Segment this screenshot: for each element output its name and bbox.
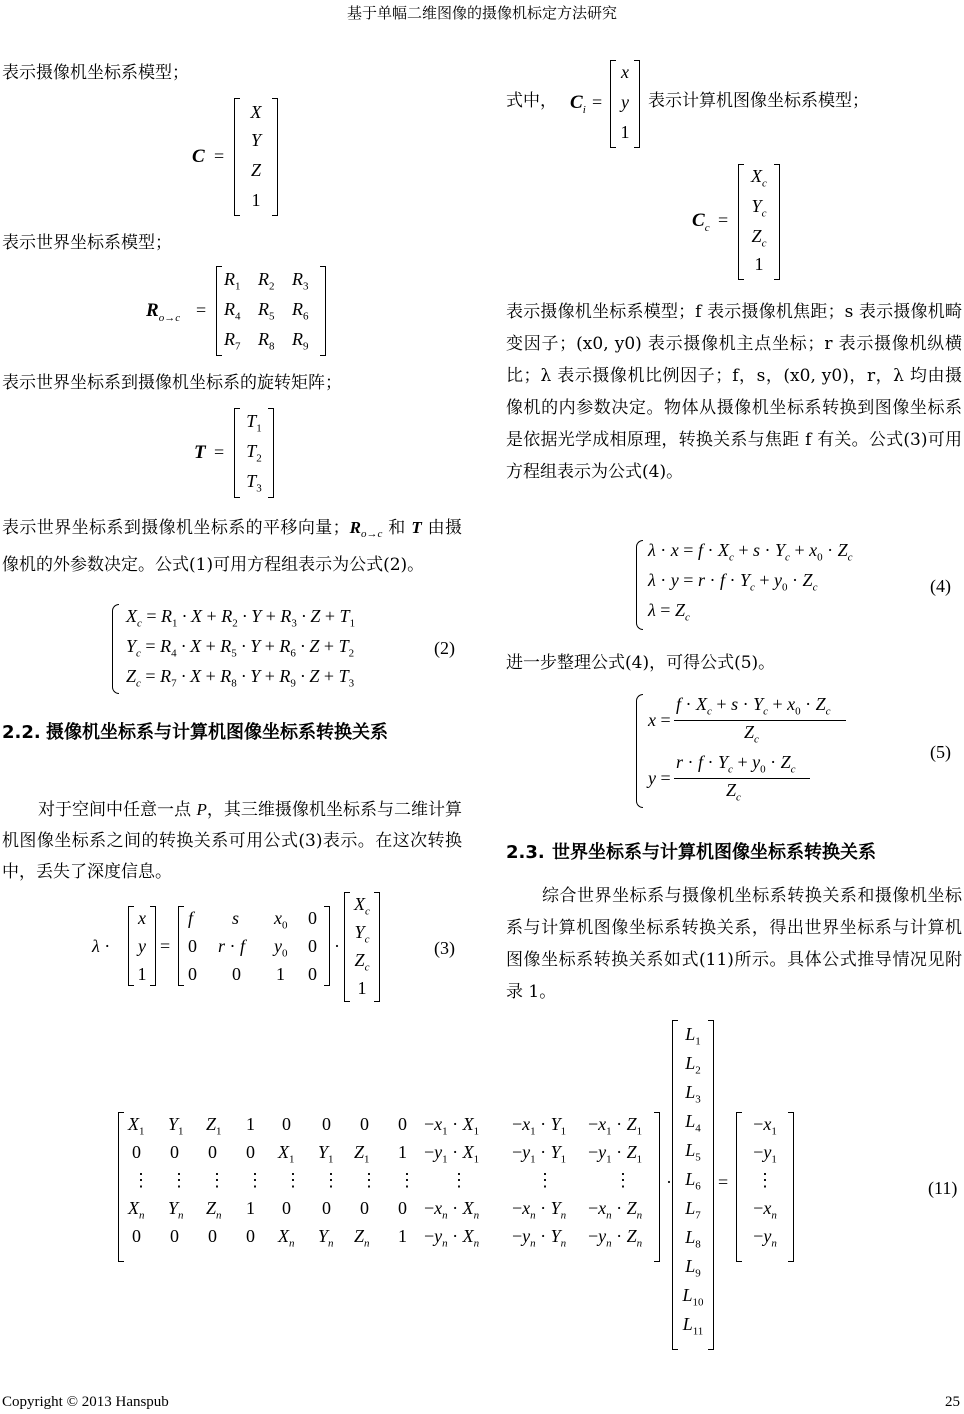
equation-4-system: $\lambda \cdot x = f \cdot X_c + s \cdot Y_c + x_0 \cdot Z_c$ $\lambda \cdot y = r \cdot f \cdot Y_c + y_0 \cdot Z_c$ $\lambda = Z_c$ <box>636 536 886 632</box>
equation-2-system: $X_c = R_1 \cdot X + R_2 \cdot Y + R_3 \cdot Z + T_1$ $Y_c = R_4 \cdot X + R_5 \cdot Y + R_6 \cdot Z + T_2$ $Z_c = R_7 \cdot X + R_8 \cdot Y + R_9 \cdot Z + T_3$ <box>112 600 382 696</box>
equation-camera-coordinate-model-c: $C_c$ = $X_c$ $Y_c$ $Z_c$ 1 <box>692 164 812 282</box>
section-2-3-number: 2.3. <box>506 842 545 863</box>
footer-page-number: 25 <box>945 1394 960 1410</box>
equation-4-number: (4) <box>930 576 951 596</box>
paragraph-rotation-label: 表示世界坐标系到摄像机坐标系的旋转矩阵； <box>2 373 342 393</box>
section-2-2-number: 2.2. <box>2 722 41 743</box>
paragraph-camera-model-label: 表示摄像机坐标系模型； <box>2 63 189 83</box>
paragraph-section-2-2: 对于空间中任意一点 P，其三维摄像机坐标系与二维计算机图像坐标系之间的转换关系可用公式(3)表示。在这次转换中，丢失了深度信息。 <box>2 800 463 882</box>
equation-11-number: (11) <box>928 1178 958 1198</box>
equation-rotation-matrix: $R_{o\to c}$ = $R_1$ $R_2$ $R_3$ $R_4$ $R_5$ $R_6$ $R_7$ $R_8$ $R_9$ <box>146 266 326 358</box>
equation-3-number: (3) <box>434 938 455 958</box>
section-2-3-title: 世界坐标系与计算机图像坐标系转换关系 <box>552 842 876 863</box>
equation-3-projection: λ · x y 1 = f s $x_0$ 0 0 r · f $y_0$ 0 0 0 1 0 · $X_c$ $Y_c$ $Z_c$ 1 <box>92 892 392 1004</box>
equation-camera-coordinate-model: C = X Y Z 1 <box>192 98 292 218</box>
equation-11-linear-system: $X_1$ $Y_1$ $Z_1$ 1 0 0 0 0 $-x_1 \cdot X_1$ $-x_1 \cdot Y_1$ $-x_1 \cdot Z_1$ 0 0 0 0 $X_1$ $Y_1$ $Z_1$ 1 $-y_1 \cdot X_1$ $-y_1 \cdot Y_1$ $-y_1 \cdot Z_1$ ⋮ ⋮ ⋮ ⋮ ⋮ ⋮ ⋮ ⋮ ⋮ ⋮ ⋮ $X_n$ $Y_n$ $Z_n$ 1 0 0 0 0 $-x_n \cdot X_n$ $-x_n \cdot Y_n$ $-x_n \cdot Z_n$ 0 0 0 0 $X_n$ $Y_n$ $Z_n$ 1 $-y_n \cdot X_n$ $-y_n \cdot Y_n$ $-y_n \cdot Z_n$ · $L_1$ $L_2$ $L_3$ $L_4$ $L_5$ $L_6$ $L_7$ $L_8$ $L_9$ $L_{10}$ $L_{11}$ = $-x_1$ $-y_1$ ⋮ $-x_n$ $-y_n$ <box>118 1020 798 1352</box>
paragraph-world-model-label: 表示世界坐标系模型； <box>2 233 172 253</box>
equation-5-system: x = $f \cdot X_c + s \cdot Y_c + x_0 \cdot Z_c$ $Z_c$ y = $r \cdot f \cdot Y_c + y_0 \cdot Z_c$ $Z_c$ <box>636 690 876 810</box>
paragraph-further-derivation: 进一步整理公式(4)，可得公式(5)。 <box>506 653 776 673</box>
running-title: 基于单幅二维图像的摄像机标定方法研究 <box>346 4 617 22</box>
paragraph-image-model-line: 式中， $C_i$ = x y 1 表示计算机图像坐标系模型； <box>506 58 962 158</box>
section-2-2-title: 摄像机坐标系与计算机图像坐标系转换关系 <box>46 722 388 743</box>
paragraph-translation-extrinsics: 表示世界坐标系到摄像机坐标系的平移向量；$R_{o\to c}$ 和 T 由摄像机的外参数决定。公式(1)可用方程组表示为公式(2)。 <box>2 518 463 576</box>
equation-translation-vector: T = $T_1$ $T_2$ $T_3$ <box>194 408 284 500</box>
footer-copyright: Copyright © 2013 Hanspub <box>2 1394 169 1410</box>
paragraph-section-2-3: 综合世界坐标系与摄像机坐标系转换关系和摄像机坐标系与计算机图像坐标系转换关系，得出世界坐标系与计算机图像坐标系转换关系如式(11)所示。具体公式推导情况见附录 1。 <box>506 886 962 1002</box>
equation-5-number: (5) <box>930 742 951 762</box>
paragraph-intrinsic-parameters: 表示摄像机坐标系模型；f 表示摄像机焦距；s 表示摄像机畸变因子；(x0, y0) 表示摄像机主点坐标；r 表示摄像机纵横比；λ 表示摄像机比例因子；f，s，(x0, y0)，r，λ 均由摄像机的内参数决定。物体从摄像机坐标系转换到图像坐标系是依据光学成相原理，转换关系与焦距 f 有关。公式(3)可用方程组表示为公式(4)。 <box>506 302 962 482</box>
equation-2-number: (2) <box>434 638 455 658</box>
